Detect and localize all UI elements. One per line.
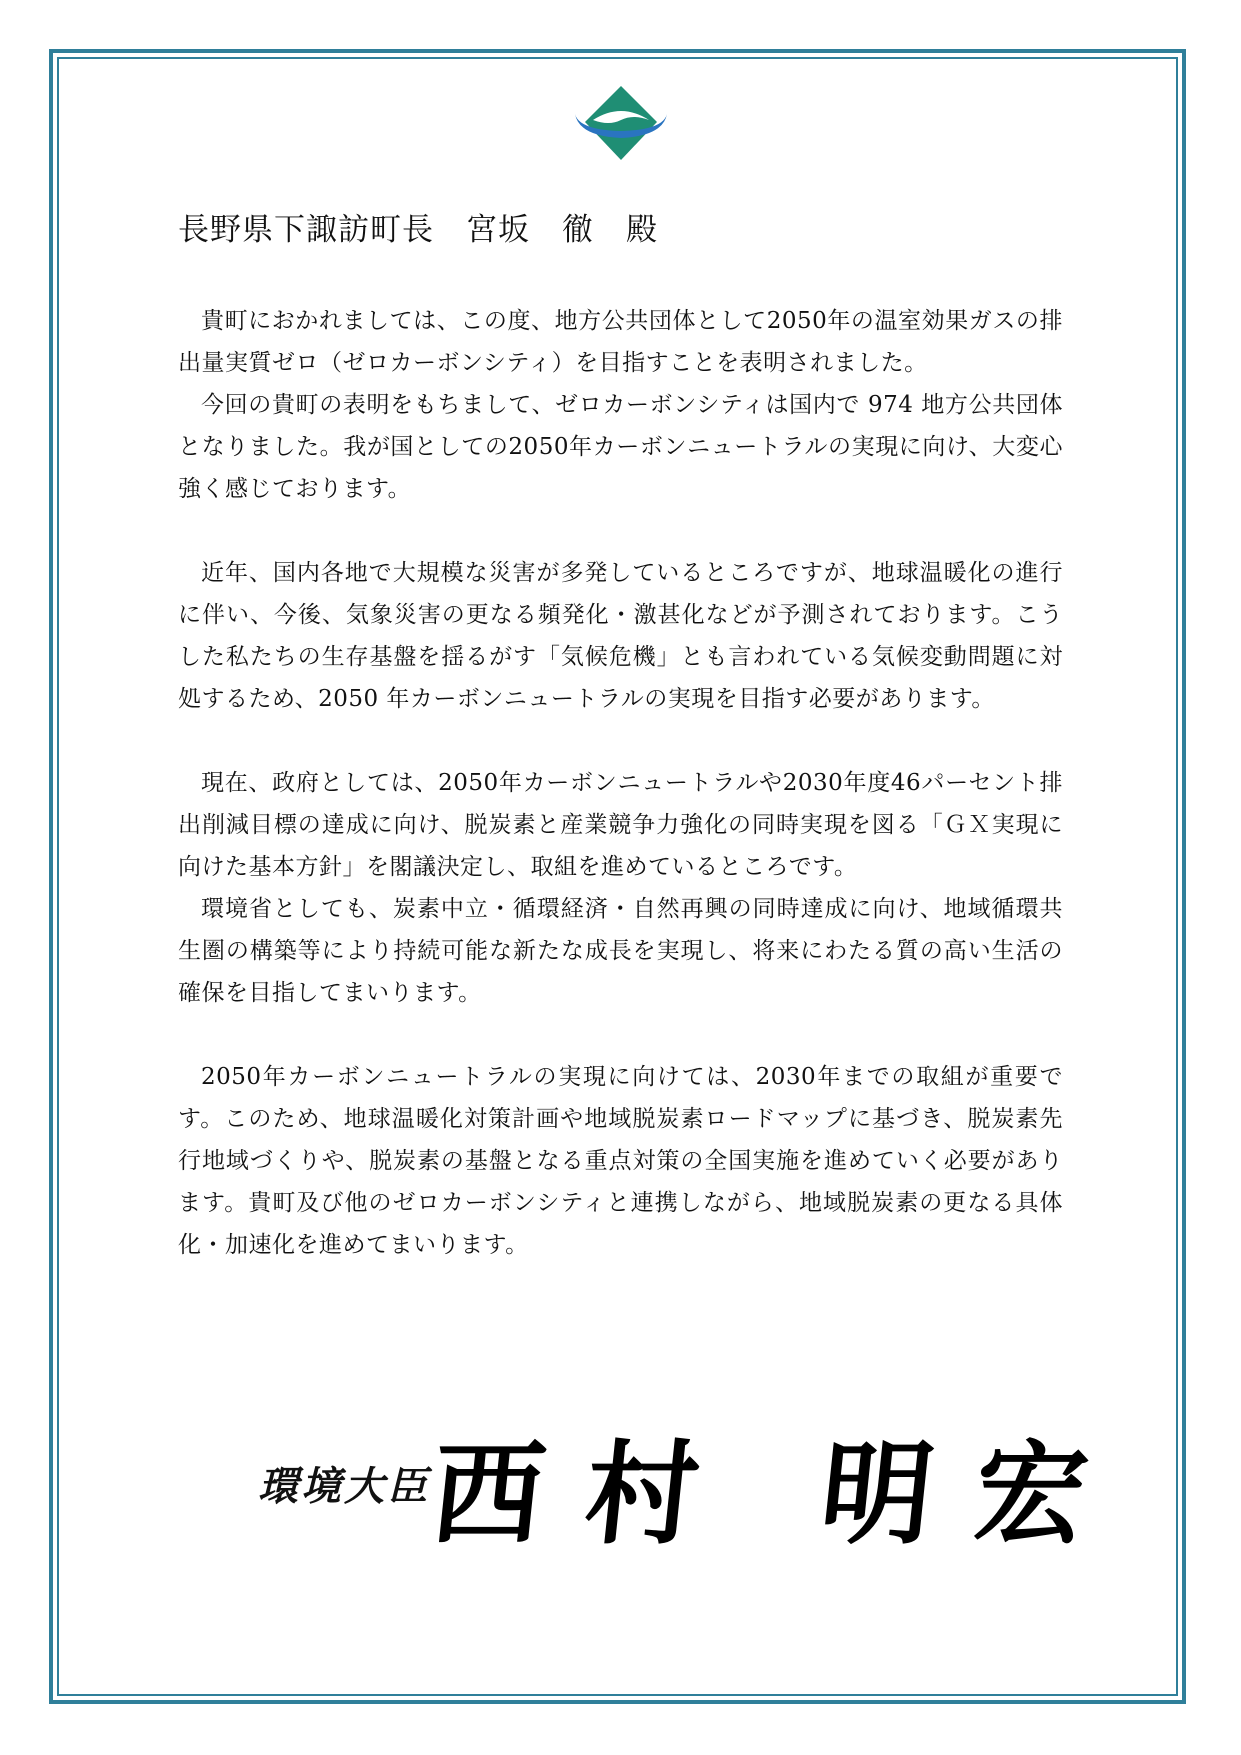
- paragraph-gap: [178, 1014, 1063, 1056]
- paragraph: 現在、政府としては、2050年カーボンニュートラルや2030年度46パーセント排出削減目標の達成に向け、脱炭素と産業競争力強化の同時実現を図る「ＧＸ実現に向けた基本方針」を閣議決定し、取組を進めているところです。: [178, 770, 1063, 880]
- handwritten-signature: 西村 明宏: [425, 1429, 1136, 1560]
- moe-emblem-icon: [571, 84, 671, 162]
- paragraph-gap: [178, 720, 1063, 762]
- paragraph: 近年、国内各地で大規模な災害が多発しているところですが、地球温暖化の進行に伴い、今後、気象災害の更なる頻発化・激甚化などが予測されております。こうした私たちの生存基盤を揺るがす「気候危機」とも言われている気候変動問題に対処するため、2050 年カーボンニュートラルの実現を目指す必要があります。: [178, 560, 1063, 712]
- paragraph-gap: [178, 510, 1063, 552]
- addressee: 長野県下諏訪町長 宮坂 徹 殿: [178, 212, 658, 248]
- paragraph: 貴町におかれましては、この度、地方公共団体として2050年の温室効果ガスの排出量実質ゼロ（ゼロカーボンシティ）を目指すことを表明されました。: [178, 308, 1063, 376]
- letter-body: [178, 300, 1063, 1266]
- paragraph: 2050年カーボンニュートラルの実現に向けては、2030年までの取組が重要です。このため、地球温暖化対策計画や地域脱炭素ロードマップに基づき、脱炭素先行地域づくりや、脱炭素の基盤となる重点対策の全国実施を進めていく必要があります。貴町及び他のゼロカーボンシティと連携しながら、地域脱炭素の更なる具体化・加速化を進めてまいります。: [178, 1064, 1063, 1258]
- paragraph: 今回の貴町の表明をもちまして、ゼロカーボンシティは国内で 974 地方公共団体となりました。我が国としての2050年カーボンニュートラルの実現に向け、大変心強く感じております。: [178, 392, 1063, 502]
- signature-title: 環境大臣: [258, 1463, 430, 1510]
- paragraph: 環境省としても、炭素中立・循環経済・自然再興の同時達成に向け、地域循環共生圏の構築等により持続可能な新たな成長を実現し、将来にわたる質の高い生活の確保を目指してまいります。: [178, 896, 1063, 1006]
- signature-block: [258, 1400, 1136, 1560]
